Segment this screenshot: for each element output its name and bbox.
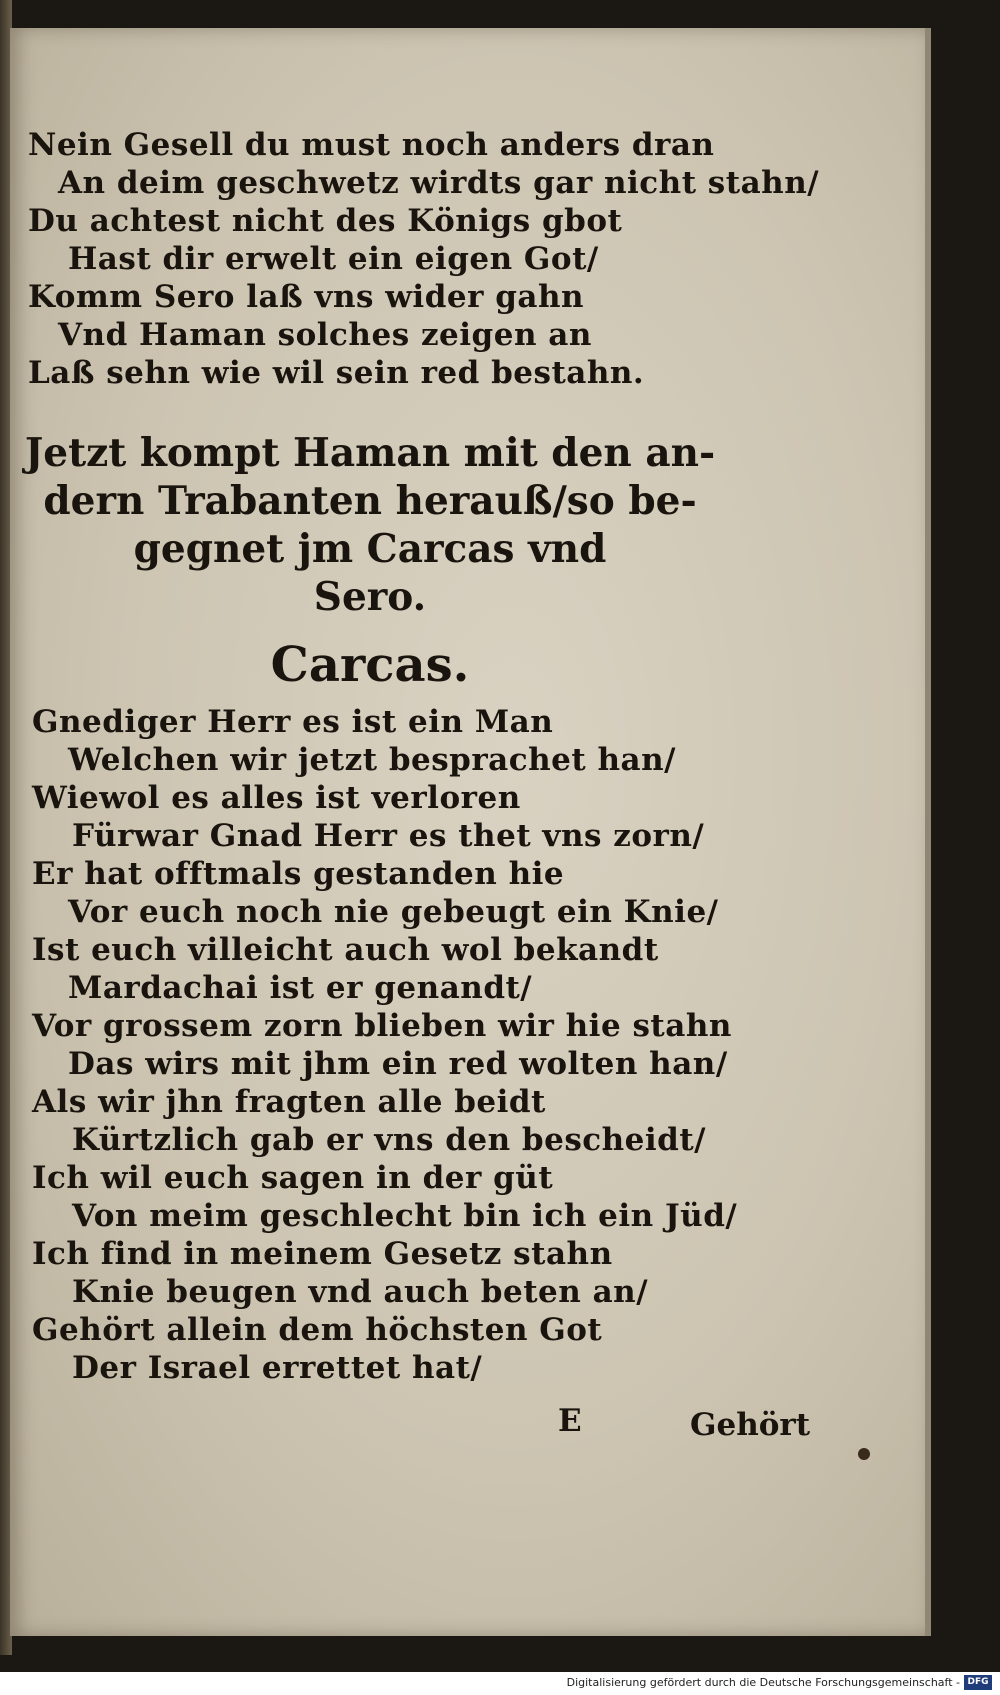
verse-line: An deim geschwetz wirdts gar nicht stahn/ [58,165,820,201]
speaker-heading: Carcas. [270,637,470,693]
verse-line: Nein Gesell du must noch anders dran [28,127,715,163]
verse-line: Von meim geschlecht bin ich ein Jüd/ [72,1198,738,1234]
verse-line: Gehört allein dem höchsten Got [32,1312,603,1348]
verse-line: Knie beugen vnd auch beten an/ [72,1274,649,1310]
verse-line: Ich find in meinem Gesetz stahn [32,1236,613,1272]
verse-line: Ich wil euch sagen in der güt [32,1160,554,1196]
dfg-logo-icon: DFG [964,1675,992,1690]
verse-line: Der Israel errettet hat/ [72,1350,483,1386]
verse-line: Welchen wir jetzt besprachet han/ [68,742,676,778]
verse-line: Gnediger Herr es ist ein Man [32,704,554,740]
verse-line: Mardachai ist er genandt/ [68,970,533,1006]
verse-line: Hast dir erwelt ein eigen Got/ [68,241,599,277]
stage-direction-line: dern Trabanten herauß/so be- [43,478,697,524]
digitization-footer [0,1672,1000,1695]
verse-line: Laß sehn wie wil sein red bestahn. [28,355,645,391]
stage-direction-line: Sero. [313,574,427,620]
verse-line: Vor grossem zorn blieben wir hie stahn [32,1008,732,1044]
verse-line: Komm Sero laß vns wider gahn [28,279,585,315]
verse-line: Er hat offtmals gestanden hie [32,856,565,892]
verse-line: Vor euch noch nie gebeugt ein Knie/ [68,894,719,930]
verse-line: Als wir jhn fragten alle beidt [32,1084,546,1120]
verse-line: Ist euch villeicht auch wol bekandt [32,932,659,968]
book-page [10,28,931,1636]
verse-line: Kürtzlich gab er vns den bescheidt/ [72,1122,707,1158]
verse-line: Das wirs mit jhm ein red wolten han/ [68,1046,728,1082]
catchword: Gehört [690,1407,811,1443]
verse-line: Du achtest nicht des Königs gbot [28,203,623,239]
signature-mark: E [558,1403,582,1439]
verse-line: Wiewol es alles ist verloren [32,780,521,816]
verse-line: Vnd Haman solches zeigen an [58,317,592,353]
stage-direction-line: gegnet jm Carcas vnd [133,526,607,572]
stage-direction-line: Jetzt kompt Haman mit den an- [24,430,716,476]
footer-credit: Digitalisierung gefördert durch die Deutsche Forschungsgemeinschaft - [566,1676,960,1689]
verse-line: Fürwar Gnad Herr es thet vns zorn/ [72,818,705,854]
ink-spot [858,1448,870,1460]
